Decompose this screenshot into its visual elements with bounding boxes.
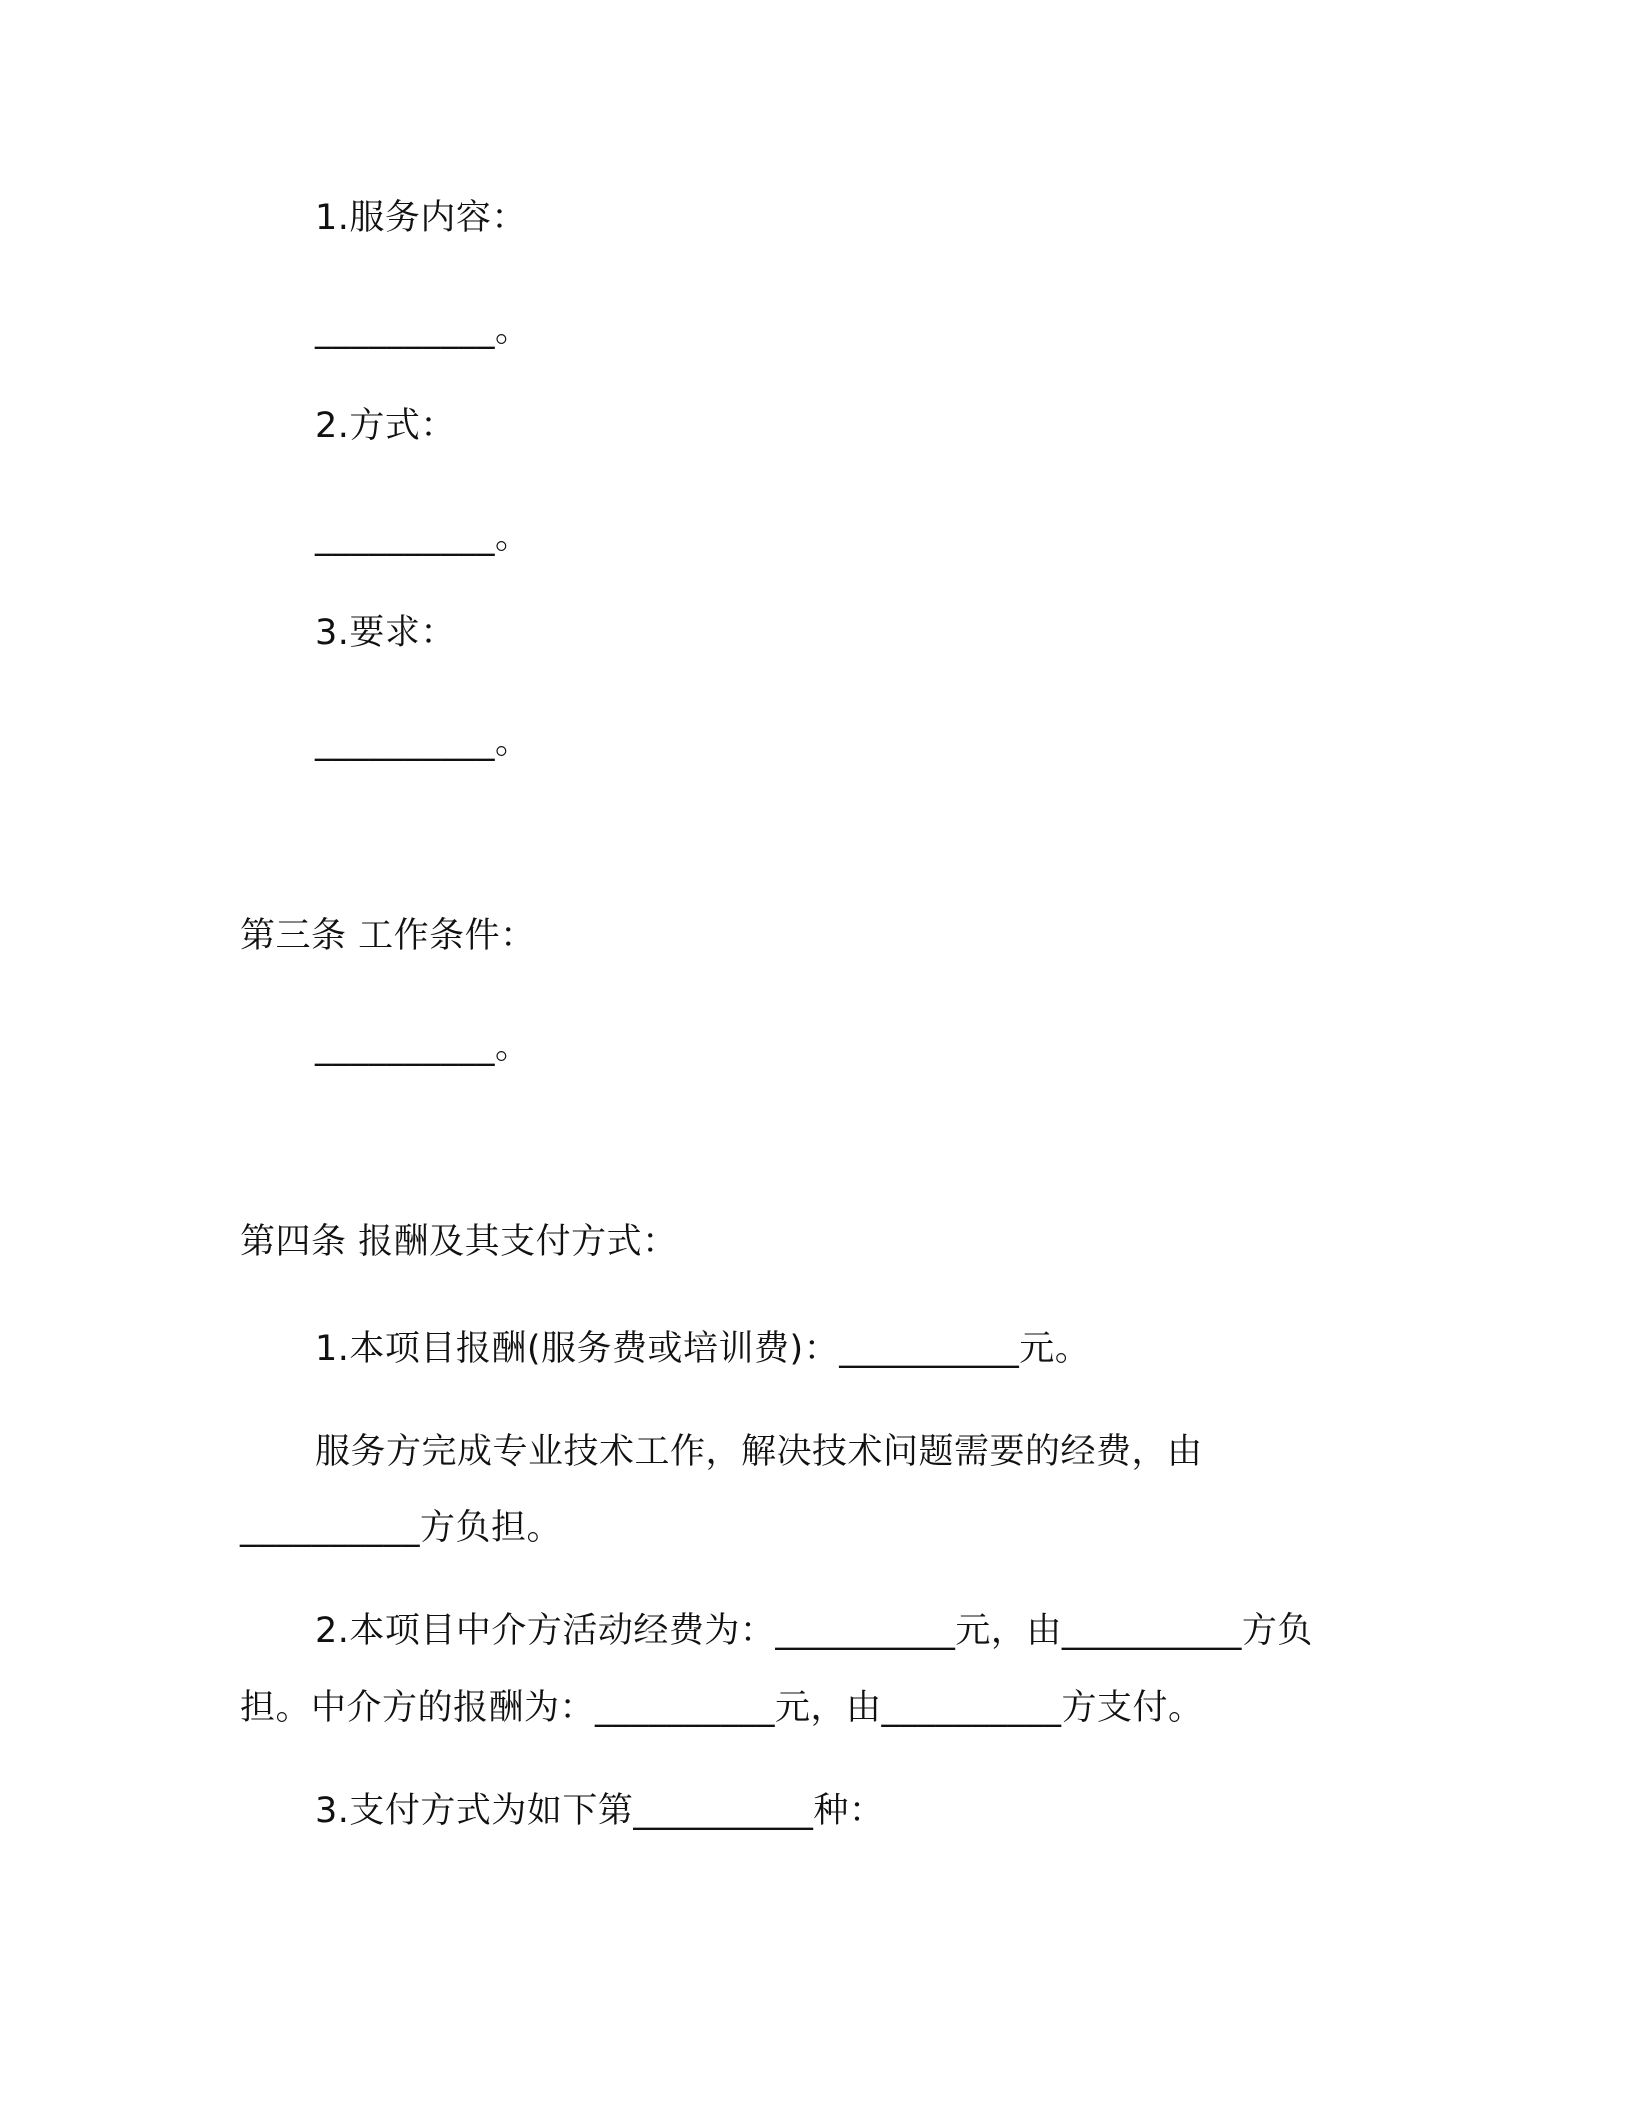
- article-three-heading: 第三条 工作条件：: [240, 916, 536, 956]
- clause-service-content-label: 1.服务内容：: [315, 198, 527, 238]
- article-four-paragraph: 服务方完成专业技术工作，解决技术问题需要的经费，由: [315, 1432, 1203, 1472]
- article-four-item-two: 2.本项目中介方活动经费为：__________元，由__________方负: [315, 1611, 1313, 1651]
- clause-requirement-label: 3.要求：: [315, 613, 456, 653]
- clause-service-content-blank: __________。: [315, 310, 531, 350]
- clause-method-blank: __________。: [315, 517, 531, 557]
- article-four-item-two-cont: 担。中介方的报酬为：__________元，由__________方支付。: [240, 1688, 1204, 1728]
- article-four-paragraph-cont: __________方负担。: [240, 1508, 563, 1548]
- clause-requirement-blank: __________。: [315, 722, 531, 762]
- article-four-heading: 第四条 报酬及其支付方式：: [240, 1222, 678, 1262]
- article-four-item-one: 1.本项目报酬(服务费或培训费)：__________元。: [315, 1329, 1091, 1369]
- article-four-item-three: 3.支付方式为如下第__________种：: [315, 1791, 885, 1831]
- clause-method-label: 2.方式：: [315, 406, 456, 446]
- article-three-blank: __________。: [315, 1027, 531, 1067]
